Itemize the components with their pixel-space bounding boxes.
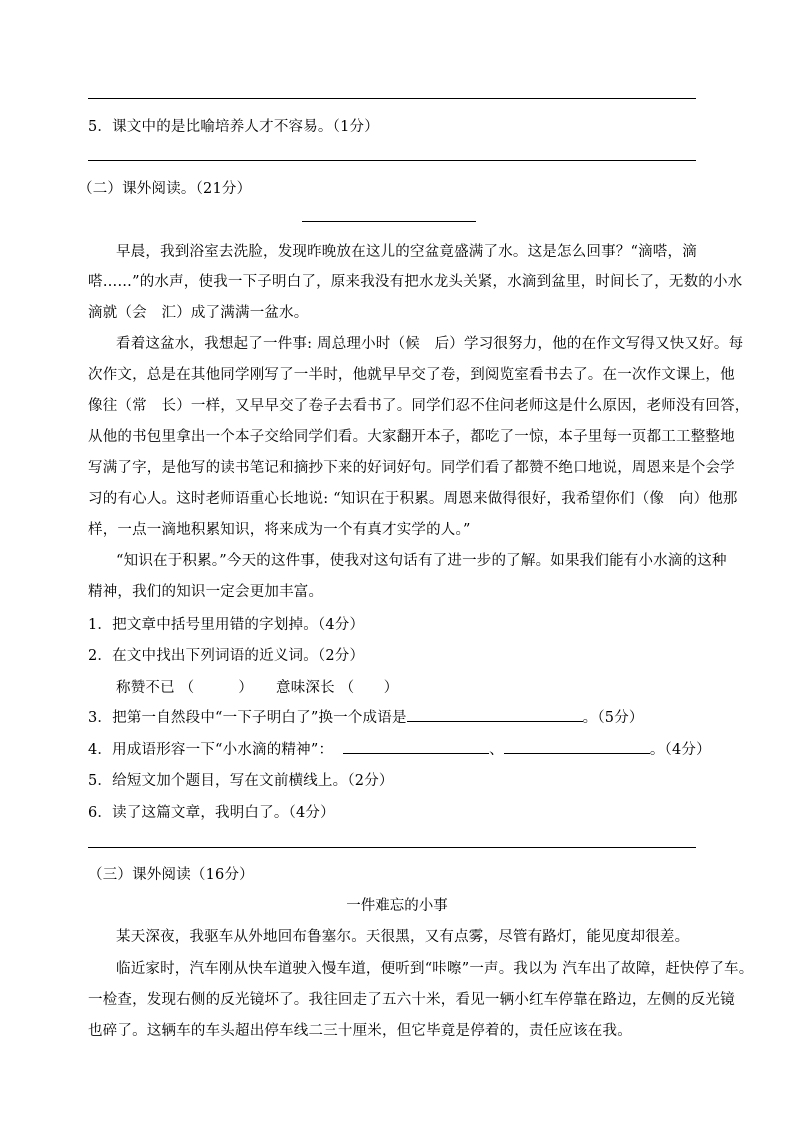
passage-p2-line2: 次作文，总是在其他同学刚写了一半时，他就早早交了卷，到阅览室看书去了。在一次作文课上，他 [88,367,735,383]
section-2-title: （二）课外阅读。（21分） [78,181,252,197]
passage-p1-line1: 早晨，我到浴室去洗脸，发现昨晚放在这儿的空盆竟盛满了水。这是怎么回事？“滴嗒，滴 [116,244,697,260]
story-p2-line2: 一检查，发现右侧的反光镜坏了。我往回走了五六十米，看见一辆小红车停靠在路边，左侧的反光镜 [88,992,735,1008]
question-3-score: 。（5分） [582,710,644,726]
question-2-item-b: 意味深长 （ ） [276,680,399,696]
answer-line-top [88,98,696,99]
question-3 [88,706,644,727]
passage-p2-line7: 样，一点一滴地积累知识，将来成为一个有真才实学的人。” [88,522,471,538]
question-4-separator: 、 [489,742,504,758]
question-4-text: 4．用成语形容一下“小水滴的精神”： [88,742,334,758]
question-4 [88,738,711,759]
question-1: 1．把文章中括号里用错的字划掉。（4分） [88,617,365,633]
question-4-score: 。（4分） [649,742,711,758]
passage-p2-line3: 像往（常 长）一样，又早早交了卷子去看书了。同学们忍不住问老师这是什么原因，老师没有回答， [88,398,750,414]
question-5-top: 5．课文中的是比喻培养人才不容易。（1分） [88,119,379,135]
question-6: 6．读了这篇文章，我明白了。（4分） [88,805,335,821]
section-3-title: （三）课外阅读（16分） [88,867,254,883]
passage-p1-line2: 嗒……”的水声，使我一下子明白了，原来我没有把水龙头关紧，水滴到盆里，时间长了，无数的小水 [88,274,743,290]
passage-p2-line5: 写满了字，是他写的读书笔记和摘抄下来的好词好句。同学们看了都赞不绝口地说，周恩来是个会学 [88,460,735,476]
passage-p2-line4: 从他的书包里拿出一个本子交给同学们看。大家翻开本子，都吃了一惊，本子里每一页都工工整整地 [88,429,735,445]
question-2: 2．在文中找出下列词语的近义词。（2分） [88,648,365,664]
question-3-text: 3．把第一自然段中“一下子明白了”换一个成语是 [88,710,407,726]
passage-p2-line6: 习的有心人。这时老师语重心长地说: “知识在于积累。周恩来做得很好，我希望你们（像 向）他那 [88,491,738,507]
passage-p2-line1: 看着这盆水，我想起了一件事: 周总理小时（候 后）学习很努力，他的在作文写得又快又好。每 [116,336,744,352]
passage-p3-line1: “知识在于积累。”今天的这件事，使我对这句话有了进一步的了解。如果我们能有小水滴的这种 [116,553,727,569]
answer-line-q6 [88,847,696,848]
answer-line-q5 [88,160,696,161]
passage-p3-line2: 精神，我们的知识一定会更加丰富。 [88,584,324,600]
question-3-answer-field[interactable] [407,707,583,722]
question-5: 5．给短文加个题目，写在文前横线上。（2分） [88,773,394,789]
title-blank-line [302,221,476,222]
story-title: 一件难忘的小事 [346,898,448,914]
passage-p1-line3: 滴就（会 汇）成了满满一盆水。 [88,305,309,321]
question-4-answer-field-1[interactable] [343,739,489,754]
question-2-item-a: 称赞不已 （ ） [116,680,254,696]
story-p2-line1: 临近家时，汽车刚从快车道驶入慢车道，便听到“咔嚓”一声。我以为 汽车出了故障，赶快停了车。 [116,961,754,977]
story-p2-line3: 也碎了。这辆车的车头超出停车线二三十厘米，但它毕竟是停着的，责任应该在我。 [88,1023,632,1039]
question-4-answer-field-2[interactable] [504,739,650,754]
story-p1: 某天深夜，我驱车从外地回布鲁塞尔。天很黑，又有点雾，尽管有路灯，能见度却很差。 [116,929,690,945]
